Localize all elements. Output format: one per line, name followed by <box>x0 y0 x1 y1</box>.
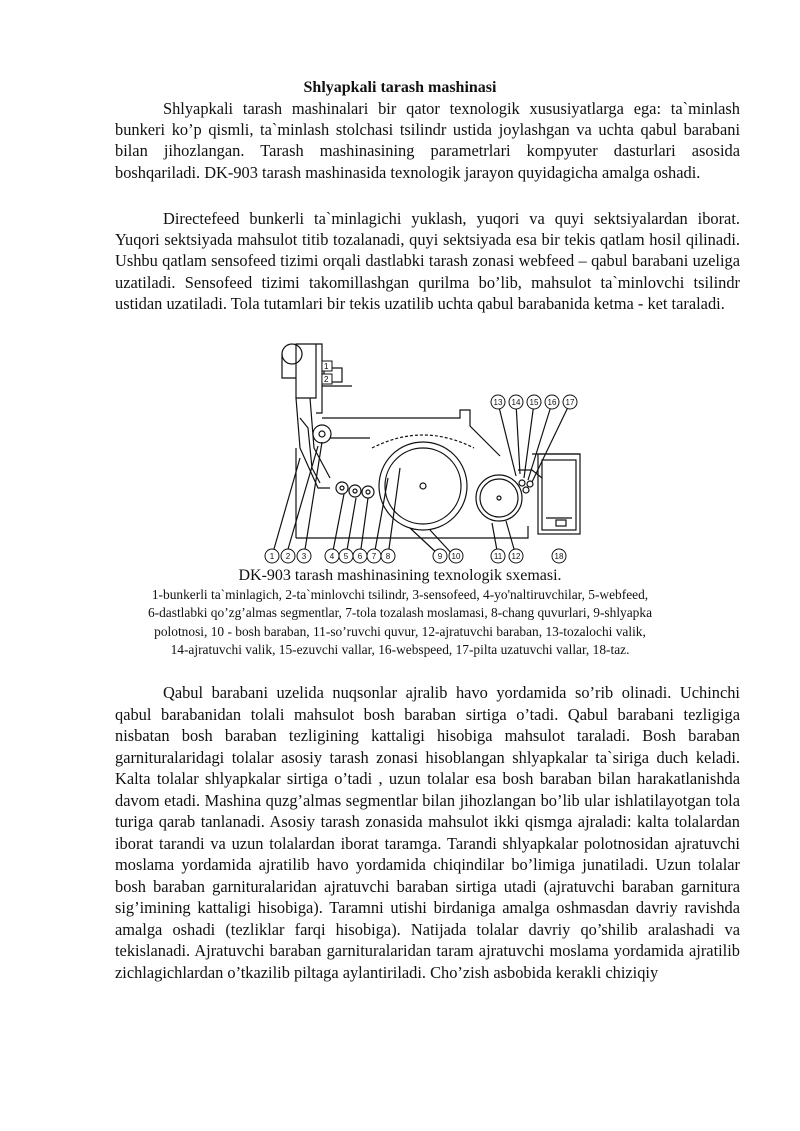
main-cylinder <box>379 442 467 530</box>
machine-diagram <box>260 338 600 568</box>
bubble-13: 13 <box>493 398 503 407</box>
legend-line: 14-ajratuvchi valik, 15-ezuvchi vallar, 16-webspeed, 17-pilta uzatuvchi vallar, 18-taz. <box>170 642 630 658</box>
hopper-feeder <box>296 344 316 398</box>
bubble-4: 4 <box>329 552 335 561</box>
coiler-can <box>538 454 580 534</box>
bubble-17: 17 <box>565 398 575 407</box>
inset-label-1: 1 <box>324 362 329 371</box>
bubble-15: 15 <box>529 398 539 407</box>
figure-legend <box>110 586 690 660</box>
bubble-12: 12 <box>511 552 521 561</box>
bubble-5: 5 <box>343 552 349 561</box>
paragraph-intro: Shlyapkali tarash mashinalari bir qator texnologik xususiyatlarga ega: ta`minlash bunkeri ko’p qismli, ta`minlash stolchasi tsilindr ustida joylashgan va uchta qabul barabani bilan jihozlangan. Tarash mashinasining parametrlari kompyuter dasturlari asosida boshqariladi. DK-903 tarash mashinasida texnologik jarayon quyidagicha amalga oshadi. <box>115 99 740 182</box>
figure-caption: DK-903 tarash mashinasining texnologik sxemasi. <box>238 567 562 584</box>
page-title: Shlyapkali tarash mashinasi <box>303 79 497 96</box>
bubble-1: 1 <box>269 552 275 561</box>
bubble-7: 7 <box>371 552 377 561</box>
bubble-9: 9 <box>437 552 443 561</box>
bubble-6: 6 <box>357 552 363 561</box>
bubble-14: 14 <box>511 398 521 407</box>
bubble-8: 8 <box>385 552 391 561</box>
bubble-3: 3 <box>301 552 307 561</box>
carding-machine-schematic <box>260 338 600 568</box>
bubble-16: 16 <box>547 398 557 407</box>
feed-cylinder <box>313 425 331 443</box>
bubble-11: 11 <box>493 552 503 561</box>
bubble-10: 10 <box>451 552 461 561</box>
legend-line: 1-bunkerli ta`minlagich, 2-ta`minlovchi tsilindr, 3-sensofeed, 4-yo'naltiruvchilar, 5-webfeed, <box>151 587 649 602</box>
legend-line: 6-dastlabki qo’zg’almas segmentlar, 7-tola tozalash moslamasi, 8-chang quvurlari, 9-shlyapka <box>147 605 653 621</box>
bubble-2: 2 <box>285 552 291 561</box>
bubble-18: 18 <box>554 552 564 561</box>
paragraph-main-process: Qabul barabani uzelida nuqsonlar ajralib havo yordamida so’rib olinadi. Uchinchi qabul barabanidan tolali mahsulot bosh baraban sirtiga o’tadi. Qabul barabani tezligiga nisbatan bosh baraban tezligining kattaligi hisobiga mahsulot taraladi. Bosh baraban garnituralaridagi tolalar asosiy tarash zonasi hisoblangan shlyapkalar ta`siriga duch keladi. Kalta tolalar shlyapkalar sirtiga o’tadi , uzun tolalar esa bosh baraban bilan harakatlanishda davom etadi. Mashina quzg’almas segmentlar bilan jihozlangan bo’lib ular ishlatilayotgan tola turiga qarab tanlanadi. Asosiy tarash zonasida mahsulot ikki qismga ajraladi: kalta tolalardan iborat tarandi va uzun tolalardan iborat taramga. Tarandi shlyapkalar polotnosidan ajratuvchi moslama yordamida ajratilib havo yordamida chiqindilar bo’limiga junatiladi. Uzun tolalar bosh baraban garnituralaridan ajratuvchi baraban sirtiga utadi (ajratuvchi baraban garnitura sig’imining kattaligi hisobiga). Taramni utishi birdaniga amalga oshmasdan davriy ravishda amalga oshadi (tezliklar farqi hisobiga). Natijada tolalar davriy qo’shilib aralashadi va tekislanadi. Ajratuvchi baraban garnituralaridan taram ajratuvchi moslama yordamida ajratilib zichlagichlardan o’tkazilib piltaga aylantiriladi. Cho’zish asbobida kerakli chiziqiy <box>115 683 740 982</box>
doffer <box>476 475 522 521</box>
paragraph-directefeed: Directefeed bunkerli ta`minlagichi yuklash, yuqori va quyi sektsiyalardan iborat. Yuqori sektsiyada mahsulot titib tozalanadi, quyi sektsiyada esa bir tekis qatlam hosil qilinadi. Ushbu qatlam sensofeed tizimi orqali dastlabki tarash zonasi webfeed – qabul barabani uzeliga uzatiladi. Sensofeed tizimi takomillashgan qurilma bo’lib, mahsulot ta`minlovchi tsilindr ustidan uzatiladi. Tola tutamlari bir tekis uzatilib uchta qabul barabanida ketma - ket taraladi. <box>115 209 740 313</box>
legend-line: polotnosi, 10 - bosh baraban, 11-so’ruvchi quvur, 12-ajratuvchi baraban, 13-tozalochi valik, <box>154 623 646 639</box>
inset-label-2: 2 <box>324 375 329 384</box>
